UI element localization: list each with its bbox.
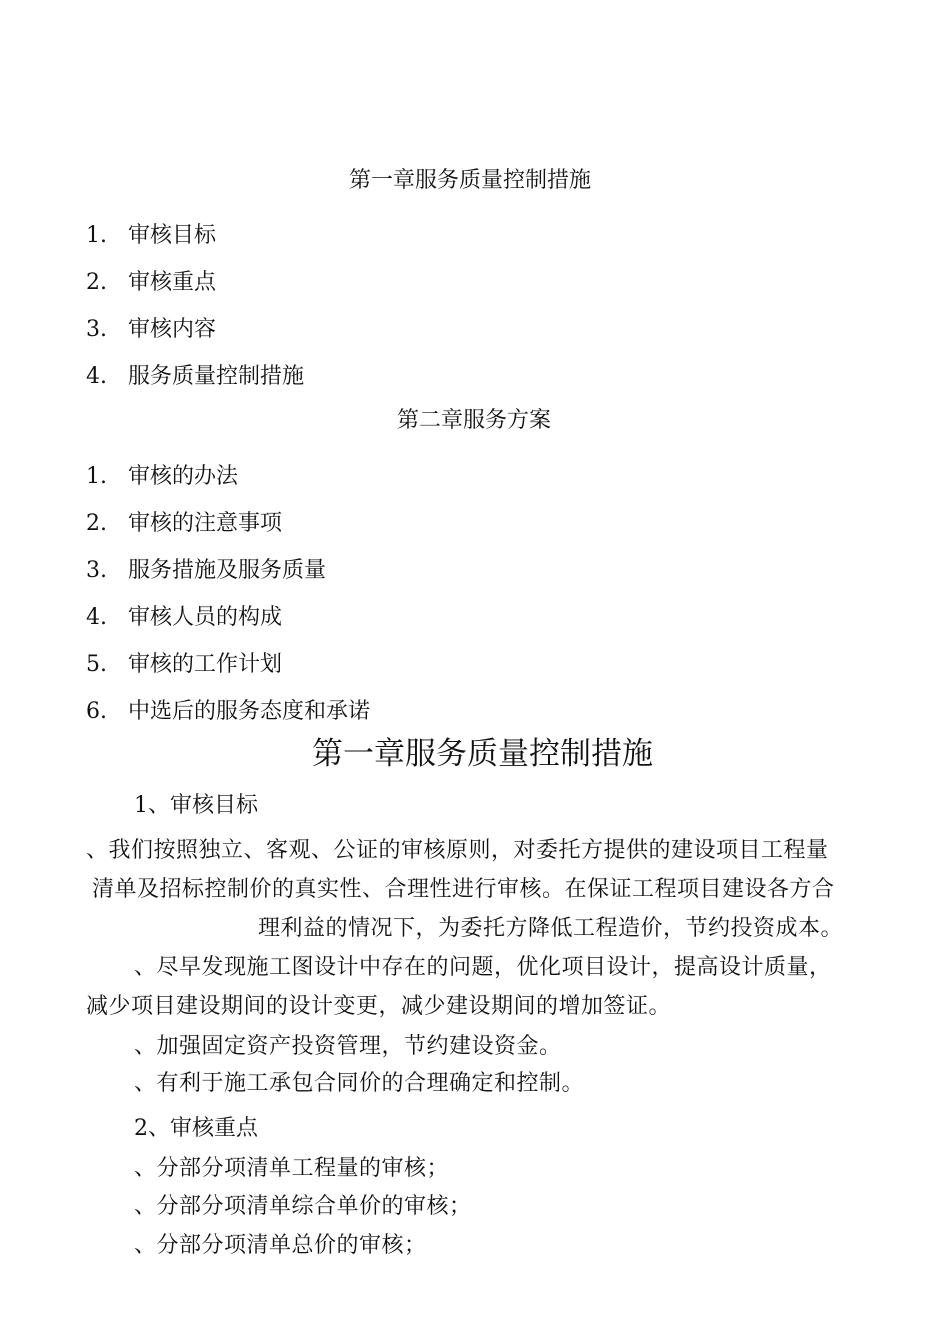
- toc-item-number: 1.: [86, 223, 107, 248]
- paragraph-line: 清单及招标控制价的真实性、合理性进行审核。在保证工程项目建设各方合: [92, 877, 835, 902]
- toc-item-number: 6.: [86, 699, 107, 724]
- toc-item: [86, 222, 216, 250]
- toc-item-text: 审核的工作计划: [128, 652, 283, 677]
- toc-item-number: 5.: [86, 652, 107, 677]
- toc-item: [86, 510, 282, 538]
- section-heading: 1、审核目标: [134, 793, 258, 818]
- toc-item: [86, 316, 216, 344]
- toc-item-text: 审核重点: [128, 270, 217, 295]
- toc-item-text: 审核目标: [128, 223, 217, 248]
- list-item: 、分部分项清单工程量的审核；: [134, 1156, 450, 1181]
- toc-item-text: 服务措施及服务质量: [128, 558, 327, 583]
- toc-item-text: 服务质量控制措施: [128, 364, 305, 389]
- toc-item-text: 审核的办法: [128, 464, 239, 489]
- toc-chapter2-title: 第二章服务方案: [397, 408, 552, 433]
- toc-item: [86, 557, 326, 585]
- toc-item-number: 4.: [86, 364, 107, 389]
- paragraph-line: 、有利于施工承包合同价的合理确定和控制。: [134, 1071, 585, 1096]
- list-item: 、分部分项清单总价的审核；: [134, 1233, 427, 1258]
- toc-item: [86, 651, 282, 679]
- toc-item-number: 4.: [86, 605, 107, 630]
- paragraph-line: 、我们按照独立、客观、公证的审核原则，对委托方提供的建设项目工程量: [86, 838, 829, 863]
- paragraph-line: 减少项目建设期间的设计变更，减少建设期间的增加签证。: [86, 994, 672, 1019]
- toc-item: [86, 269, 216, 297]
- toc-item-text: 审核的注意事项: [128, 511, 283, 536]
- toc-item: [86, 604, 282, 632]
- toc-item-text: 审核人员的构成: [128, 605, 283, 630]
- chapter-heading: 第一章服务质量控制措施: [312, 736, 653, 772]
- toc-chapter1-title: 第一章服务质量控制措施: [349, 168, 592, 193]
- paragraph-line: 、加强固定资产投资管理，节约建设资金。: [134, 1034, 562, 1059]
- toc-item-number: 3.: [86, 558, 107, 583]
- paragraph-line: 、尽早发现施工图设计中存在的问题，优化项目设计，提高设计质量，: [134, 955, 832, 980]
- toc-item-number: 2.: [86, 511, 107, 536]
- toc-item-text: 审核内容: [128, 317, 217, 342]
- toc-item: [86, 463, 238, 491]
- section-heading: 2、审核重点: [134, 1116, 258, 1141]
- list-item: 、分部分项清单综合单价的审核；: [134, 1194, 472, 1219]
- toc-item-number: 3.: [86, 317, 107, 342]
- toc-item-text: 中选后的服务态度和承诺: [128, 699, 371, 724]
- toc-item-number: 1.: [86, 464, 107, 489]
- toc-item: [86, 698, 370, 726]
- toc-item: [86, 363, 304, 391]
- toc-item-number: 2.: [86, 270, 107, 295]
- paragraph-line: 理利益的情况下，为委托方降低工程造价，节约投资成本。: [258, 916, 844, 941]
